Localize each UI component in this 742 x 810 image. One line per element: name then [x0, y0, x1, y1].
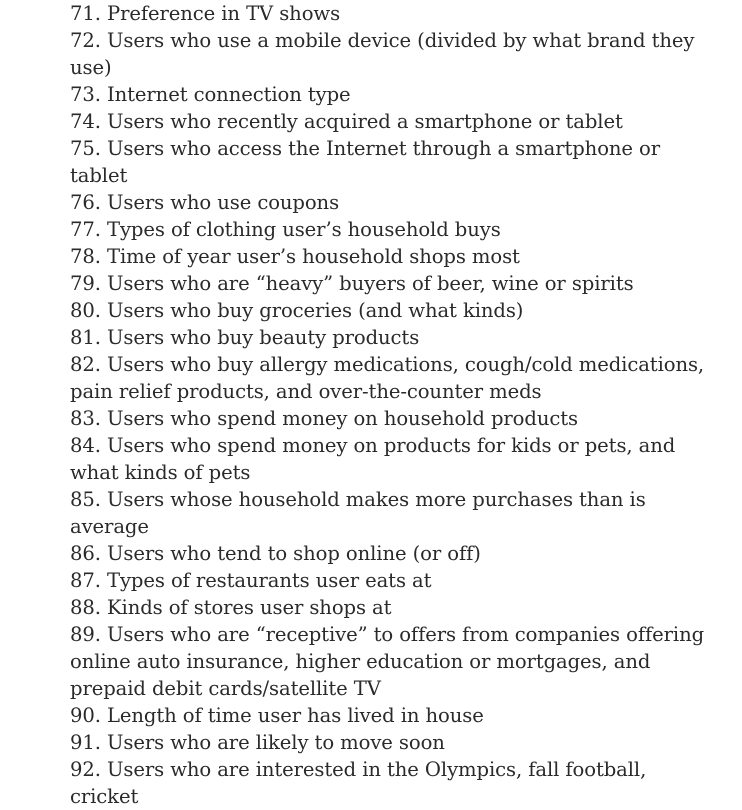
list-item: 79. Users who are “heavy” buyers of beer, wine or spirits	[70, 272, 634, 295]
list-item: 84. Users who spend money on products for kids or pets, and what kinds of pets	[70, 434, 676, 484]
list-item: 76. Users who use coupons	[70, 191, 340, 214]
list-item: 89. Users who are “receptive” to offers from companies offering online auto insurance, higher education or mortgages, and prepaid debit cards/satellite TV	[70, 623, 705, 700]
list-item: 75. Users who access the Internet through a smartphone or tablet	[70, 137, 661, 187]
list-item: 80. Users who buy groceries (and what kinds)	[70, 299, 524, 322]
list-item: 85. Users whose household makes more purchases than is average	[70, 488, 646, 538]
list-item: 81. Users who buy beauty products	[70, 326, 420, 349]
list-item: 78. Time of year user’s household shops most	[70, 245, 520, 268]
list-item: 90. Length of time user has lived in house	[70, 704, 484, 727]
list-item: 71. Preference in TV shows	[70, 2, 341, 25]
list-item: 86. Users who tend to shop online (or off)	[70, 542, 481, 565]
list-item: 72. Users who use a mobile device (divided by what brand they use)	[70, 29, 695, 79]
list-item: 74. Users who recently acquired a smartphone or tablet	[70, 110, 623, 133]
list-item: 92. Users who are interested in the Olympics, fall football, cricket	[70, 758, 647, 808]
list-item: 91. Users who are likely to move soon	[70, 731, 445, 754]
numbered-list	[70, 0, 710, 810]
list-item: 88. Kinds of stores user shops at	[70, 596, 392, 619]
list-item: 73. Internet connection type	[70, 83, 351, 106]
list-item: 82. Users who buy allergy medications, cough/cold medications, pain relief products, and over-the-counter meds	[70, 353, 705, 403]
list-item: 87. Types of restaurants user eats at	[70, 569, 432, 592]
list-item: 77. Types of clothing user’s household buys	[70, 218, 501, 241]
list-item: 83. Users who spend money on household products	[70, 407, 578, 430]
